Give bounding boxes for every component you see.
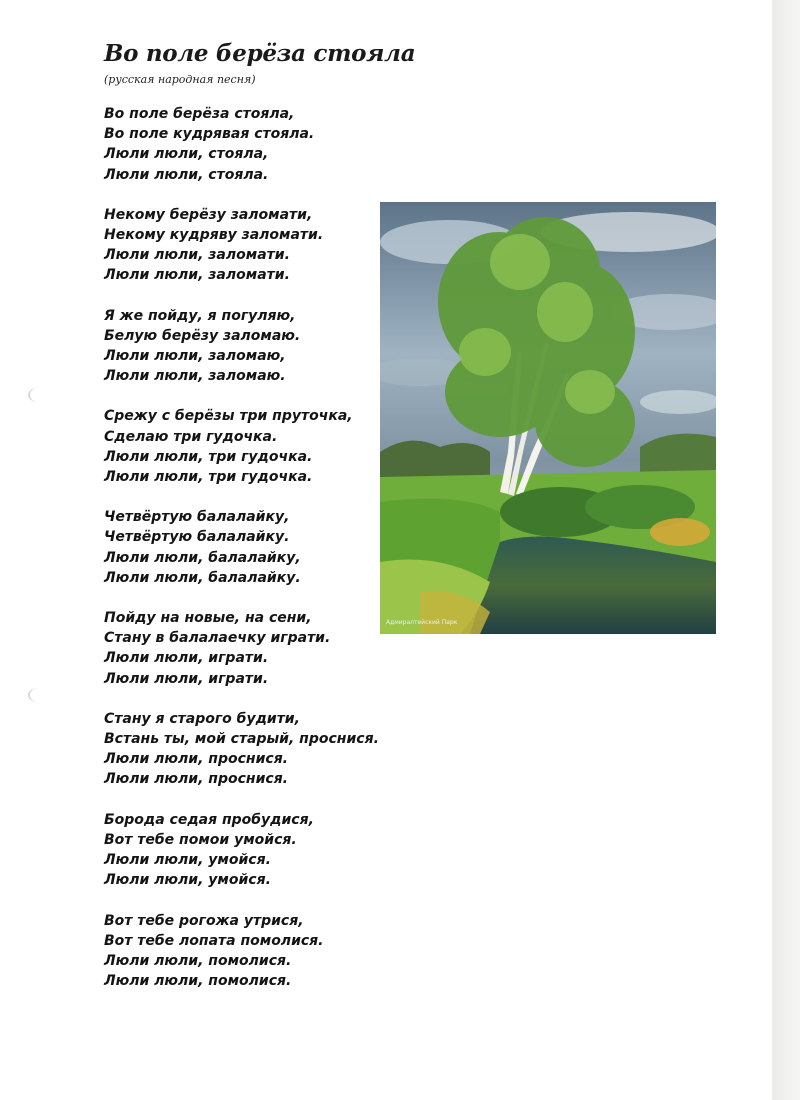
lyric-line: Люли люли, заломаю. [104,368,286,385]
punch-hole-mark [28,688,48,702]
lyric-line: Люли люли, помолися. [104,952,292,969]
lyric-line: Люли люли, заломаю, [104,348,286,365]
lyric-line: Вот тебе рогожа утрися, [104,912,304,929]
lyric-line: Люли люли, три гудочка. [104,469,313,486]
lyric-line: Стану я старого будити, [104,710,300,727]
lyric-line: Люли люли, умойся. [104,852,271,869]
page-edge [772,0,800,1100]
lyric-line: Люли люли, три гудочка. [104,448,313,465]
photo-watermark: Адмиралтейский Парк [386,619,458,626]
lyric-line: Белую берёзу заломаю. [104,327,301,344]
lyric-line: Люли люли, проснися. [104,751,288,768]
stanza [104,911,404,992]
lyric-line: Люли люли, стояла. [104,166,269,183]
lyric-line: Срежу с берёзы три пруточка, [104,408,353,425]
lyric-line: Люли люли, заломати. [104,247,290,264]
stanza [104,406,404,487]
punch-hole-mark [28,388,48,402]
song-title: Во поле берёза стояла [104,40,416,67]
stanza [104,507,404,588]
lyric-line: Люли люли, проснися. [104,771,288,788]
lyric-line: Люли люли, играти. [104,670,269,687]
lyric-line: Четвёртую балалайку, [104,509,290,526]
lyrics-column [104,104,404,1011]
lyric-line: Во поле берёза стояла, [104,106,295,122]
lyric-line: Люли люли, умойся. [104,872,271,889]
stanza [104,709,404,790]
lyric-line: Вот тебе лопата помолися. [104,932,324,949]
lyric-line: Сделаю три гудочка. [104,428,278,445]
stanza [104,104,404,185]
lyric-line: Некому берёзу заломати, [104,206,313,223]
lyric-line: Вот тебе помои умойся. [104,831,297,848]
stanza [104,608,404,689]
lyric-line: Четвёртую балалайку. [104,529,290,546]
lyric-line: Люли люли, играти. [104,650,269,667]
lyric-line: Люли люли, помолися. [104,973,292,990]
lyric-line: Борода седая пробудися, [104,811,314,828]
lyric-line: Я же пойду, я погуляю, [104,307,296,324]
song-subtitle: (русская народная песня) [104,73,256,86]
birch-landscape-illustration [380,202,716,634]
lyric-line: Люли люли, балалайку. [104,569,301,586]
lyric-line: Люли люли, стояла, [104,146,269,163]
stanza [104,306,404,387]
lyric-line: Пойду на новые, на сени, [104,610,312,627]
lyric-line: Люли люли, балалайку, [104,549,301,566]
lyric-line: Некому кудряву заломати. [104,227,324,244]
lyric-line: Люли люли, заломати. [104,267,290,284]
stanza [104,810,404,891]
stanza [104,205,404,286]
birch-tree-photo [380,202,716,634]
lyric-line: Во поле кудрявая стояла. [104,126,315,143]
lyric-line: Стану в балалаечку играти. [104,630,331,647]
lyric-line: Встань ты, мой старый, проснися. [104,731,379,748]
